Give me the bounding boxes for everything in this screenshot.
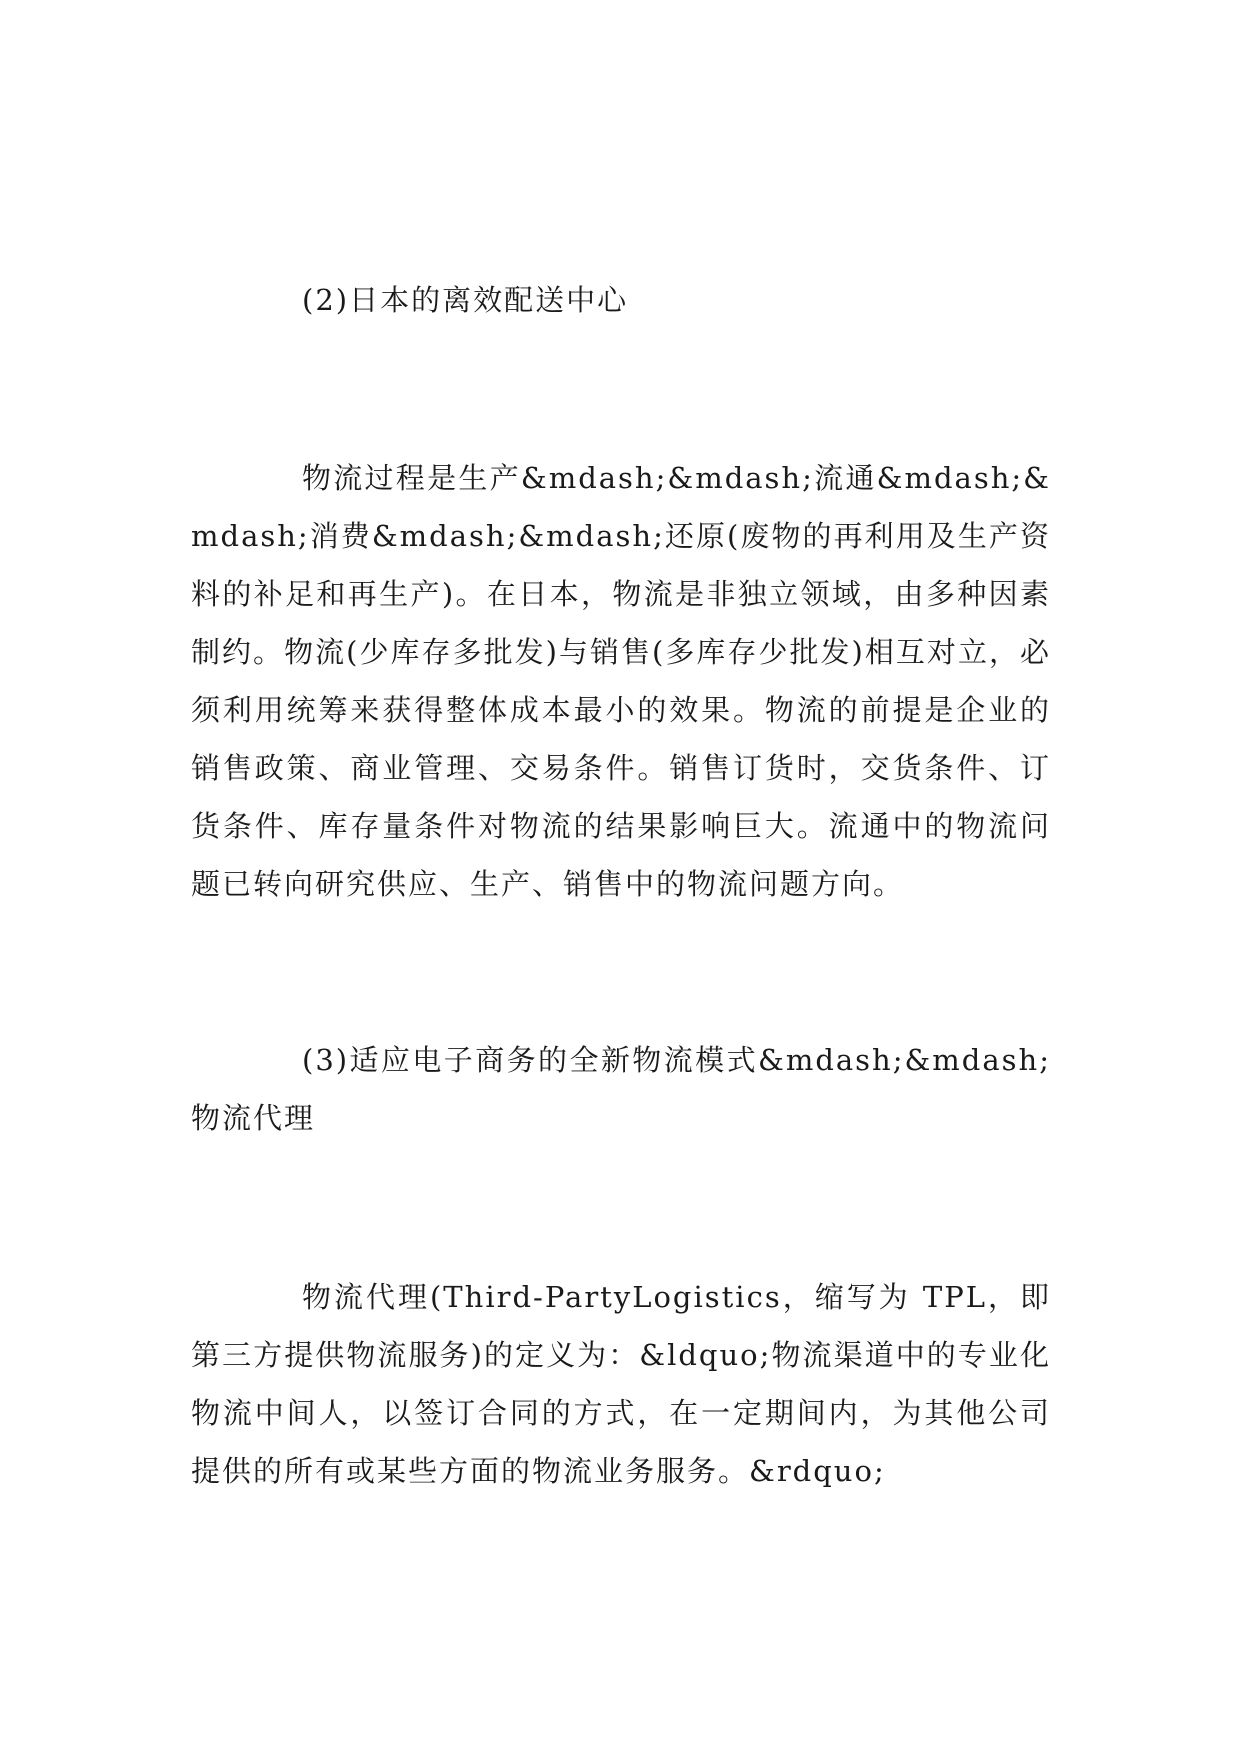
paragraph-third-party-logistics: 物流代理(Third-PartyLogistics，缩写为 TPL，即第三方提供物流服务)的定义为：&ldquo;物流渠道中的专业化物流中间人，以签订合同的方式，在一定期间内，为其他公司提供的所有或某些方面的物流业务服务。&rdquo;: [191, 1280, 1051, 1488]
section-heading-ecommerce-logistics: (3)适应电子商务的全新物流模式&mdash;&mdash;物流代理: [191, 1043, 1051, 1135]
paragraph-japan-logistics: 物流过程是生产&mdash;&mdash;流通&mdash;&mdash;消费&mdash;&mdash;还原(废物的再利用及生产资料的补足和再生产)。在日本，物流是非独立领域，由多种因素制约。物流(少库存多批发)与销售(多库存少批发)相互对立，必须利用统筹来获得整体成本最小的效果。物流的前提是企业的销售政策、商业管理、交易条件。销售订货时，交货条件、订货条件、库存量条件对物流的结果影响巨大。流通中的物流问题已转向研究供应、生产、销售中的物流问题方向。: [191, 461, 1051, 901]
section-heading-japan-distribution-center: (2)日本的离效配送中心: [302, 283, 629, 317]
